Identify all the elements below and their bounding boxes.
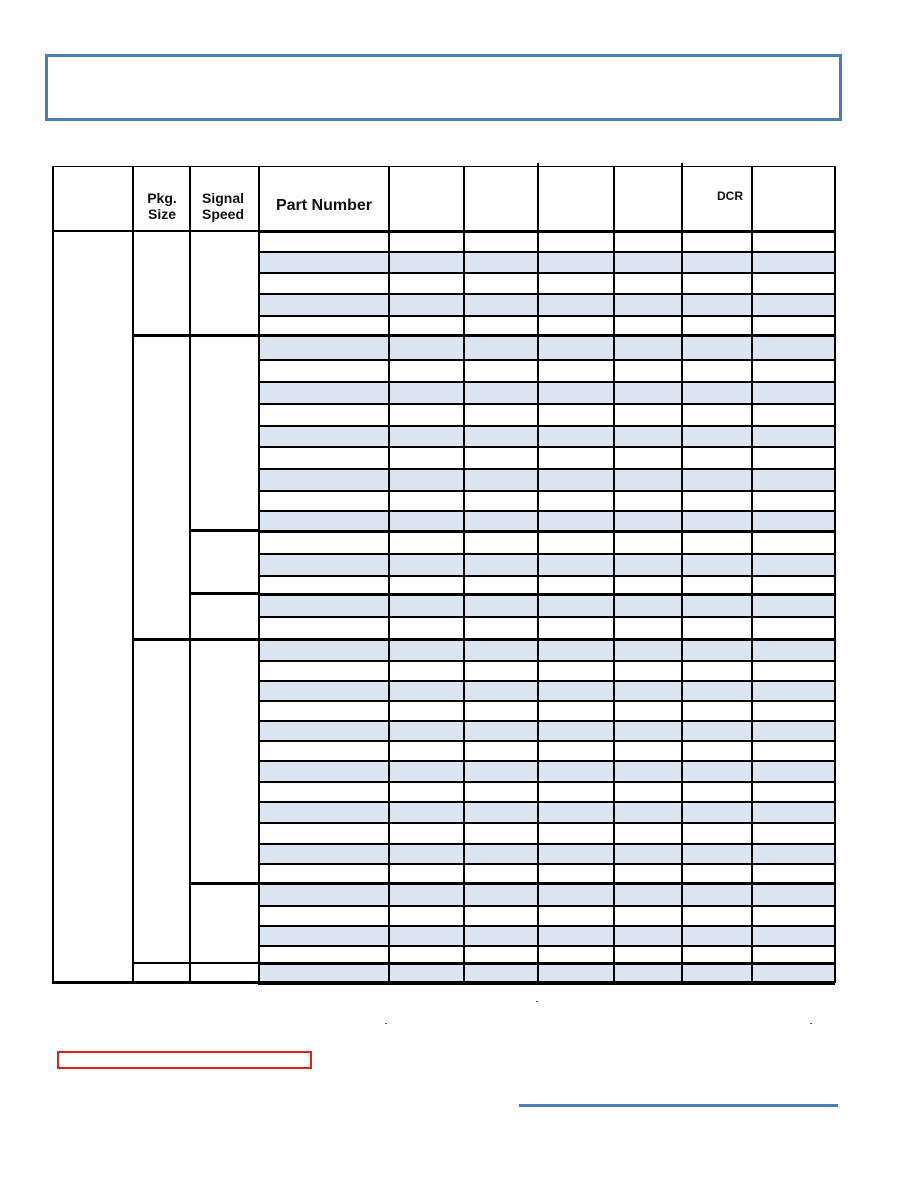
column-line: [681, 163, 683, 983]
table-cell: [463, 381, 537, 403]
row-line: [258, 638, 835, 641]
row-line: [258, 553, 835, 555]
header-dcr: DCR: [717, 189, 743, 203]
table-cell: [613, 335, 681, 359]
speck: [385, 1023, 387, 1024]
table-cell: [537, 381, 613, 403]
table-cell: [613, 553, 681, 575]
warning-box: [57, 1051, 312, 1069]
table-cell: [681, 963, 751, 983]
table-cell: [751, 510, 834, 531]
column-line: [258, 166, 260, 983]
row-line: [258, 272, 835, 274]
group-line: [189, 529, 258, 532]
table-cell: [388, 510, 463, 531]
table-cell: [751, 468, 834, 490]
table-cell: [751, 251, 834, 272]
row-line: [258, 315, 835, 317]
row-line: [258, 425, 835, 427]
table-cell: [613, 925, 681, 945]
table-cell: [463, 510, 537, 531]
row-line: [258, 700, 835, 702]
column-line: [189, 166, 191, 983]
table-cell: [463, 639, 537, 660]
table-cell: [681, 594, 751, 616]
table-cell: [681, 553, 751, 575]
row-line: [258, 882, 835, 885]
table-cell: [463, 293, 537, 315]
table-cell: [463, 335, 537, 359]
table-cell: [388, 594, 463, 616]
table-cell: [463, 883, 537, 905]
table-cell: [388, 251, 463, 272]
table-cell: [258, 335, 388, 359]
table-cell: [388, 381, 463, 403]
header-top-line: [52, 166, 835, 167]
row-line: [258, 962, 835, 965]
table-cell: [751, 425, 834, 446]
row-line: [258, 381, 835, 383]
table-cell: [463, 963, 537, 983]
row-line: [258, 334, 835, 337]
table-cell: [613, 425, 681, 446]
table-cell: [751, 594, 834, 616]
table-cell: [537, 760, 613, 781]
table-cell: [681, 335, 751, 359]
table-cell: [388, 680, 463, 700]
table-cell: [681, 251, 751, 272]
table-cell: [613, 594, 681, 616]
row-line: [258, 490, 835, 492]
table-cell: [258, 720, 388, 740]
table-cell: [463, 843, 537, 863]
table-cell: [751, 639, 834, 660]
table-cell: [463, 925, 537, 945]
table-cell: [463, 680, 537, 700]
column-line: [388, 166, 390, 983]
group-line: [132, 334, 258, 337]
row-line: [258, 945, 835, 947]
row-line: [258, 359, 835, 361]
table-cell: [537, 639, 613, 660]
table-cell: [463, 720, 537, 740]
header-signal-speed: Signal Speed: [201, 190, 244, 222]
table-cell: [681, 293, 751, 315]
row-line: [258, 530, 835, 533]
table-cell: [613, 251, 681, 272]
row-line: [258, 680, 835, 682]
table-cell: [258, 510, 388, 531]
table-cell: [388, 425, 463, 446]
row-line: [258, 740, 835, 742]
table-cell: [537, 553, 613, 575]
table-cell: [751, 883, 834, 905]
table-cell: [388, 468, 463, 490]
row-line: [258, 293, 835, 295]
table-cell: [613, 381, 681, 403]
table-cell: [463, 594, 537, 616]
table-cell: [613, 883, 681, 905]
table-cell: [537, 468, 613, 490]
table-cell: [388, 963, 463, 983]
table-cell: [681, 468, 751, 490]
table-cell: [613, 293, 681, 315]
row-line: [258, 843, 835, 845]
table-cell: [537, 801, 613, 822]
table-cell: [463, 251, 537, 272]
row-line: [258, 801, 835, 803]
table-cell: [681, 720, 751, 740]
table-cell: [258, 468, 388, 490]
table-cell: [681, 925, 751, 945]
table-cell: [537, 963, 613, 983]
group-line: [132, 638, 258, 641]
table-cell: [463, 553, 537, 575]
row-line: [258, 905, 835, 907]
group-line: [189, 592, 258, 595]
table-cell: [258, 925, 388, 945]
row-line: [258, 925, 835, 927]
table-cell: [388, 639, 463, 660]
table-cell: [537, 594, 613, 616]
table-cell: [681, 510, 751, 531]
table-cell: [751, 801, 834, 822]
table-cell: [388, 720, 463, 740]
table-cell: [258, 639, 388, 660]
table-cell: [537, 925, 613, 945]
column-line: [52, 166, 54, 983]
table-cell: [258, 251, 388, 272]
row-line: [258, 510, 835, 512]
table-cell: [463, 468, 537, 490]
table-cell: [613, 843, 681, 863]
table-cell: [258, 883, 388, 905]
table-cell: [751, 925, 834, 945]
speck: [810, 1023, 812, 1024]
row-line: [258, 403, 835, 405]
table-cell: [681, 425, 751, 446]
table-cell: [681, 843, 751, 863]
table-cell: [463, 760, 537, 781]
row-line: [258, 575, 835, 577]
table-cell: [613, 510, 681, 531]
table-cell: [258, 680, 388, 700]
table-cell: [751, 335, 834, 359]
table-cell: [613, 720, 681, 740]
table-cell: [258, 381, 388, 403]
row-line: [258, 468, 835, 470]
table-cell: [388, 335, 463, 359]
group-line: [132, 962, 258, 964]
table-cell: [751, 963, 834, 983]
column-line: [613, 166, 615, 983]
header-part-number: Part Number: [275, 197, 373, 214]
table-cell: [537, 680, 613, 700]
table-cell: [258, 760, 388, 781]
table-cell: [258, 594, 388, 616]
table-cell: [388, 801, 463, 822]
table-cell: [388, 883, 463, 905]
table-bottom-line: [52, 981, 835, 984]
row-line: [258, 593, 835, 596]
table-cell: [388, 760, 463, 781]
header-bottom-line: [52, 230, 835, 232]
table-cell: [258, 425, 388, 446]
table-cell: [751, 381, 834, 403]
table-cell: [613, 760, 681, 781]
column-line: [751, 166, 753, 983]
speck: [536, 1001, 538, 1002]
table-cell: [258, 553, 388, 575]
table-cell: [388, 843, 463, 863]
table-cell: [613, 468, 681, 490]
header-pkg-size: Pkg. Size: [147, 190, 177, 222]
column-line: [132, 166, 134, 983]
table-cell: [388, 293, 463, 315]
row-line: [258, 781, 835, 783]
table-cell: [258, 963, 388, 983]
row-line: [258, 251, 835, 253]
table-cell: [613, 963, 681, 983]
table-cell: [537, 883, 613, 905]
table-cell: [681, 883, 751, 905]
table-cell: [681, 801, 751, 822]
table-cell: [537, 335, 613, 359]
table-cell: [463, 425, 537, 446]
table-cell: [681, 680, 751, 700]
row-line: [258, 822, 835, 824]
row-line: [258, 760, 835, 762]
table-cell: [681, 639, 751, 660]
row-line: [258, 616, 835, 618]
table-cell: [537, 720, 613, 740]
table-cell: [537, 843, 613, 863]
table-cell: [258, 293, 388, 315]
table-cell: [613, 680, 681, 700]
table-cell: [388, 553, 463, 575]
table-cell: [751, 760, 834, 781]
table-cell: [388, 925, 463, 945]
table-cell: [751, 720, 834, 740]
table-cell: [613, 801, 681, 822]
table-cell: [537, 510, 613, 531]
row-line: [258, 863, 835, 865]
table-cell: [681, 760, 751, 781]
table-cell: [258, 843, 388, 863]
column-line: [463, 166, 465, 983]
table-cell: [751, 680, 834, 700]
table-cell: [463, 801, 537, 822]
table-cell: [751, 293, 834, 315]
table-cell: [681, 381, 751, 403]
column-line: [537, 163, 539, 983]
row-line: [258, 446, 835, 448]
table-cell: [258, 801, 388, 822]
table-cell: [537, 251, 613, 272]
table-cell: [751, 553, 834, 575]
table-cell: [613, 639, 681, 660]
column-line: [834, 166, 836, 983]
footer-rule: [519, 1104, 838, 1107]
row-line: [258, 660, 835, 662]
row-line: [258, 720, 835, 722]
table-cell: [537, 293, 613, 315]
group-line: [189, 882, 258, 885]
table-cell: [751, 843, 834, 863]
table-cell: [537, 425, 613, 446]
